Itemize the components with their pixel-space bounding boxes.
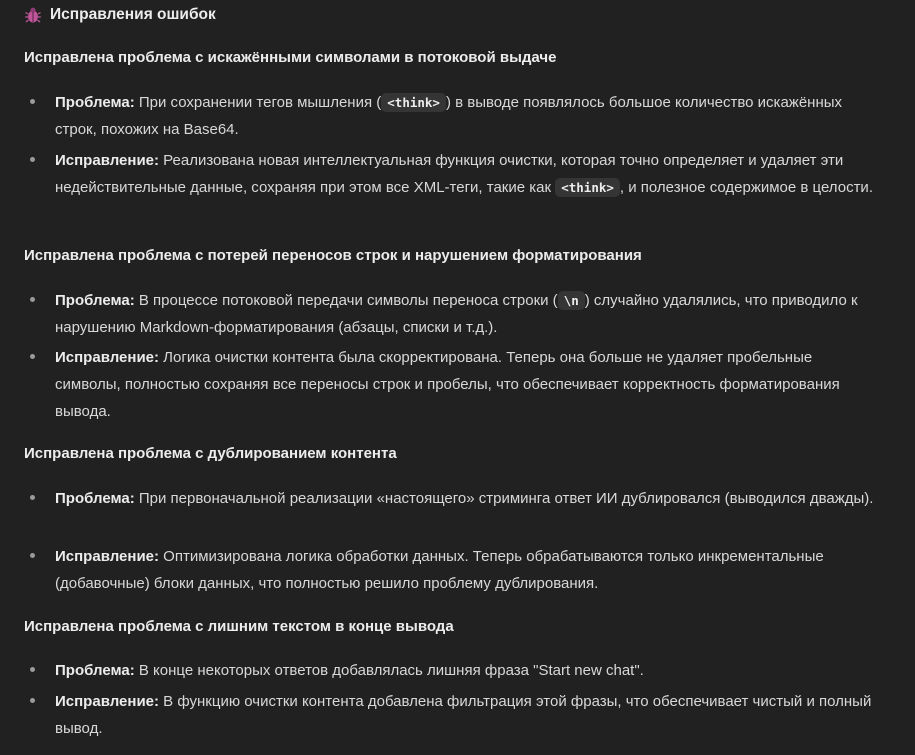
item-text: В конце некоторых ответов добавлялась лишняя фраза "Start new chat".	[134, 662, 644, 679]
list-item-text	[55, 89, 874, 143]
item-text: ) случайно удалялись, что приводило к нарушению Markdown-форматирования (абзацы, списки и т.д.).	[55, 292, 858, 336]
item-label: Проблема:	[55, 292, 135, 309]
list-item-text	[55, 688, 874, 742]
item-text: При первоначальной реализации «настоящего» стриминга ответ ИИ дублировался (выводился дважды).	[134, 490, 874, 507]
list-item-fix	[24, 688, 874, 742]
bullet-dot	[30, 553, 35, 558]
inline-code: <think>	[381, 93, 446, 112]
item-text: ) в выводе появлялось большое количество искажённых строк, похожих на Base64.	[55, 94, 843, 138]
section-heading: Исправлена проблема с лишним текстом в конце вывода	[24, 618, 454, 635]
item-text: Реализована новая интеллектуальная функция очистки, которая точно определяет и удаляет эти недействительные данные, сохраняя при этом все XML-теги, такие как	[55, 152, 844, 196]
list-item-text	[55, 147, 874, 201]
item-text: При сохранении тегов мышления (	[134, 94, 382, 111]
list-item-problem	[24, 485, 874, 512]
bullet-dot	[30, 297, 35, 302]
page-title	[24, 4, 216, 26]
list-item-text	[55, 287, 874, 341]
section-heading: Исправлена проблема с искажёнными символами в потоковой выдаче	[24, 49, 557, 66]
item-text: В функцию очистки контента добавлена фильтрация этой фразы, что обеспечивает чистый и полный вывод.	[55, 693, 872, 737]
section-heading: Исправлена проблема с дублированием контента	[24, 445, 397, 462]
bullet-dot	[30, 698, 35, 703]
item-text: Логика очистки контента была скорректирована. Теперь она больше не удаляет пробельные символы, полностью сохраняя все переносы строк и пробелы, что обеспечивает корректность форматирования вывода.	[55, 349, 840, 420]
item-label: Исправление:	[55, 693, 160, 710]
item-label: Проблема:	[55, 490, 135, 507]
list-item-text	[55, 657, 874, 684]
inline-code: <think>	[555, 178, 620, 197]
item-text: , и полезное содержимое в целости.	[619, 179, 873, 196]
item-label: Исправление:	[55, 152, 160, 169]
bullet-dot	[30, 495, 35, 500]
list-item-problem	[24, 89, 874, 143]
inline-code: \n	[558, 291, 585, 310]
bug-icon	[24, 6, 42, 24]
item-text: Оптимизирована логика обработки данных. Теперь обрабатываются только инкрементальные (добавочные) блоки данных, что полностью решило проблему дублирования.	[55, 548, 824, 592]
bullet-dot	[30, 157, 35, 162]
bullet-dot	[30, 354, 35, 359]
list-item-text	[55, 485, 874, 512]
list-item-fix	[24, 344, 874, 425]
list-item-problem	[24, 287, 874, 341]
page-title-text: Исправления ошибок	[50, 6, 216, 23]
section-heading: Исправлена проблема с потерей переносов строк и нарушением форматирования	[24, 247, 642, 264]
item-label: Исправление:	[55, 349, 160, 366]
item-text: В процессе потоковой передачи символы переноса строки (	[134, 292, 558, 309]
item-label: Проблема:	[55, 662, 135, 679]
list-item-fix	[24, 147, 874, 201]
list-item-fix	[24, 543, 874, 597]
bullet-dot	[30, 667, 35, 672]
list-item-text	[55, 344, 874, 425]
bullet-dot	[30, 99, 35, 104]
item-label: Исправление:	[55, 548, 160, 565]
item-label: Проблема:	[55, 94, 135, 111]
list-item-text	[55, 543, 874, 597]
list-item-problem	[24, 657, 874, 684]
